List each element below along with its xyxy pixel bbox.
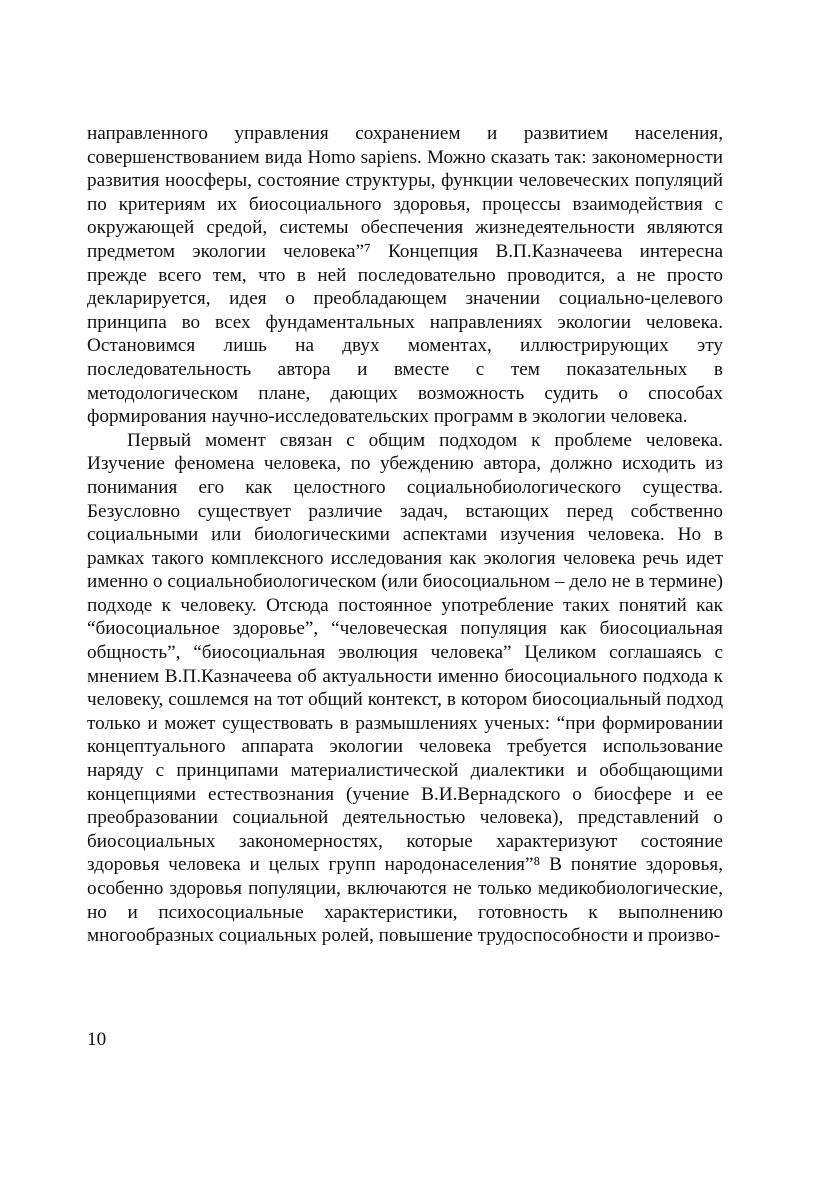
paragraph-2: Первый момент связан с общим подходом к проблеме человека. Изучение феномена человека, по убеждению автора, должно исходить из понимания его как целостного социальнобиологического существа. Безусловно существует различие задач, встающих перед собственно социальными или биологическими аспектами изучения человека. Но в рамках такого комплексного исследования как экология человека речь идет именно о социальнобиологическом (или биосоциальном – дело не в термине) подходе к человеку. Отсюда постоянное употребление таких понятий как “биосоциальное здоровье”, “человеческая популяция как биосоциальная общность”, “биосоциальная эволюция человека” Целиком соглашаясь с мнением В.П.Казначеева об актуальности именно биосоциального подхода к человеку, сошлемся на тот общий контекст, в котором биосоциальный подход только и может существовать в размышлениях ученых: “при формировании концептуального аппарата экологии человека требуется использование наряду с принципами материалистической диалектики и обобщающими концепциями естествознания (учение В.И.Вернадского о биосфере и ее преобразовании социальной деятельностью человека), представлений о биосоциальных закономерностях, которые характеризуют состояние здоровья человека и целых групп народонаселения”⁸ В понятие здоровья, особенно здоровья популяции, включаются не только медикобиологические, но и психосоциальные характеристики, готовность к выполнению многообразных социальных ролей, повышение трудоспособности и произво-	[87, 429, 723, 947]
body-text	[87, 122, 723, 948]
page-number: 10	[87, 1029, 107, 1050]
paragraph-1: направленного управления сохранением и развитием населения, совершенствованием вида Homo sapiens. Можно сказать так: закономерности развития ноосферы, состояние структуры, функции человеческих популяций по критериям их биосоциального здоровья, процессы взаимодействия с окружающей средой, системы обеспечения жизнедеятельности являются предметом экологии человека”⁷ Концепция В.П.Казначеева интересна прежде всего тем, что в ней последовательно проводится, а не просто декларируется, идея о преобладающем значении социально-целевого принципа во всех фундаментальных направлениях экологии человека. Остановимся лишь на двух моментах, иллюстрирующих эту последовательность автора и вместе с тем показательных в методологическом плане, дающих возможность судить о способах формирования научно-исследовательских программ в экологии человека.	[87, 123, 723, 428]
